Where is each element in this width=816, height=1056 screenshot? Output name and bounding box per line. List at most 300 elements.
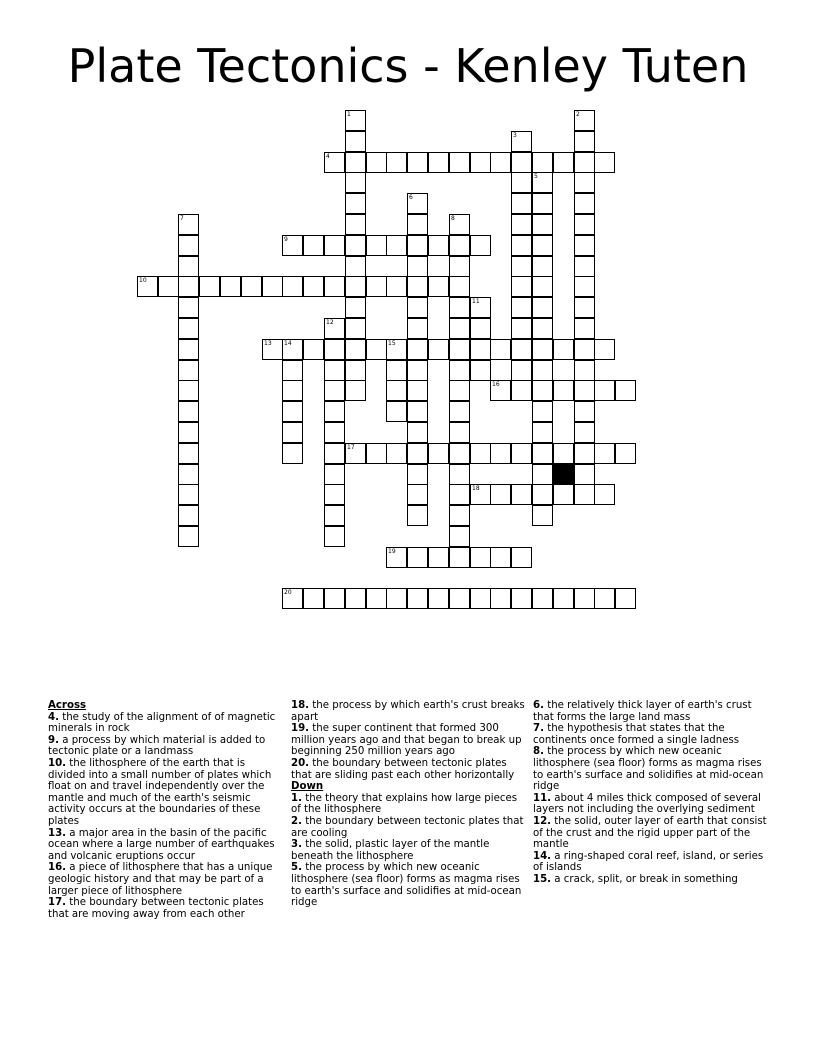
grid-cell[interactable] [324, 505, 345, 526]
clues-section [0, 700, 816, 1030]
grid-cell[interactable] [449, 464, 470, 485]
grid-cell[interactable] [449, 360, 470, 381]
grid-cell[interactable] [345, 297, 366, 318]
page-title: Plate Tectonics - Kenley Tuten [67, 39, 749, 93]
grid-cell[interactable] [386, 401, 407, 422]
grid-cell[interactable] [282, 360, 303, 381]
clue-item [533, 723, 767, 746]
grid-cell[interactable] [345, 256, 366, 277]
clue-item [533, 816, 767, 851]
clue-text: a process by which material is added to tectonic plate or a landmass [48, 734, 266, 758]
grid-cell[interactable] [511, 360, 532, 381]
grid-cell[interactable] [449, 235, 470, 256]
clue-text: a ring-shaped coral reef, island, or series of islands [533, 850, 764, 874]
grid-cell[interactable] [574, 297, 595, 318]
grid-cell[interactable] [428, 276, 449, 297]
grid-cell[interactable] [574, 464, 595, 485]
grid-cell[interactable] [511, 318, 532, 339]
grid-cell[interactable] [178, 484, 199, 505]
clue-column-2 [291, 700, 525, 909]
clue-text: the study of the alignment of of magnetic minerals in rock [48, 711, 276, 735]
cell-number: 14 [284, 340, 292, 347]
grid-cell[interactable] [574, 276, 595, 297]
grid-cell[interactable] [407, 484, 428, 505]
grid-cell[interactable] [345, 193, 366, 214]
grid-cell[interactable] [574, 131, 595, 152]
grid-cell[interactable] [386, 547, 407, 568]
clue-text: a piece of lithosphere that has a unique geologic history and that may be part of a larger piece of lithosphere [48, 862, 273, 897]
grid-cell[interactable] [407, 360, 428, 381]
grid-cell[interactable] [449, 443, 470, 464]
clue-number: 9. [48, 734, 59, 746]
cell-number: 8 [451, 215, 455, 222]
grid-cell[interactable] [282, 235, 303, 256]
grid-cell[interactable] [282, 401, 303, 422]
grid-cell[interactable] [574, 588, 595, 609]
grid-cell[interactable] [532, 401, 553, 422]
grid-cell[interactable] [490, 152, 511, 173]
grid-cell[interactable] [532, 152, 553, 173]
grid-cell[interactable] [428, 339, 449, 360]
grid-cell[interactable] [449, 318, 470, 339]
grid-cell[interactable] [407, 380, 428, 401]
grid-cell[interactable] [470, 484, 491, 505]
grid-cell[interactable] [158, 276, 179, 297]
grid-cell[interactable] [366, 152, 387, 173]
grid-cell[interactable] [178, 464, 199, 485]
clue-item [533, 874, 767, 886]
cell-number: 7 [180, 215, 184, 222]
grid-cell[interactable] [470, 152, 491, 173]
grid-cell[interactable] [241, 276, 262, 297]
grid-cell[interactable] [574, 152, 595, 173]
grid-cell[interactable] [594, 339, 615, 360]
grid-cell[interactable] [470, 588, 491, 609]
grid-cell[interactable] [282, 422, 303, 443]
grid-cell[interactable] [553, 152, 574, 173]
cell-number: 4 [326, 153, 330, 160]
clue-text: the boundary between tectonic plates that are cooling [291, 815, 524, 839]
clue-text: about 4 miles thick composed of several layers not including the overlying sediment [533, 792, 762, 816]
clue-item [291, 839, 525, 862]
grid-cell[interactable] [178, 256, 199, 277]
grid-cell[interactable] [324, 526, 345, 547]
clue-item [291, 758, 525, 781]
grid-cell[interactable] [324, 401, 345, 422]
grid-cell[interactable] [449, 339, 470, 360]
grid-cell[interactable] [407, 193, 428, 214]
grid-cell[interactable] [324, 464, 345, 485]
grid-cell[interactable] [449, 547, 470, 568]
grid-cell[interactable] [449, 484, 470, 505]
grid-cell[interactable] [178, 214, 199, 235]
grid-cell[interactable] [511, 235, 532, 256]
grid-cell[interactable] [407, 505, 428, 526]
clue-number: 7. [533, 723, 544, 735]
clue-number: 17. [48, 897, 67, 909]
grid-cell[interactable] [532, 484, 553, 505]
grid-cell[interactable] [345, 318, 366, 339]
clue-item [533, 793, 767, 816]
grid-cell[interactable] [386, 588, 407, 609]
grid-cell[interactable] [262, 276, 283, 297]
clue-number: 14. [533, 850, 552, 862]
grid-cell[interactable] [553, 588, 574, 609]
grid-cell[interactable] [553, 484, 574, 505]
grid-cell[interactable] [345, 214, 366, 235]
grid-cell[interactable] [407, 339, 428, 360]
grid-cell[interactable] [449, 505, 470, 526]
grid-cell[interactable] [303, 235, 324, 256]
grid-cell[interactable] [574, 172, 595, 193]
cell-number: 5 [534, 173, 538, 180]
grid-cell[interactable] [407, 318, 428, 339]
grid-cell[interactable] [324, 484, 345, 505]
grid-cell[interactable] [178, 526, 199, 547]
grid-cell[interactable] [178, 380, 199, 401]
grid-cell[interactable] [470, 360, 491, 381]
grid-cell[interactable] [574, 339, 595, 360]
grid-cell[interactable] [303, 588, 324, 609]
grid-cell[interactable] [449, 152, 470, 173]
clue-number: 6. [533, 700, 544, 711]
down-heading: Down [291, 781, 324, 793]
clue-item [291, 793, 525, 816]
clue-number: 2. [291, 815, 302, 827]
grid-cell[interactable] [449, 588, 470, 609]
grid-cell[interactable] [345, 172, 366, 193]
clue-text: a major area in the basin of the pacific ocean where a large number of earthquakes and volcanic eruptions occur [48, 827, 275, 862]
clue-number: 16. [48, 862, 67, 874]
grid-cell[interactable] [178, 360, 199, 381]
grid-cell[interactable] [490, 443, 511, 464]
clue-text: the boundary between tectonic plates that are moving away from each other [48, 897, 264, 920]
grid-cell[interactable] [449, 276, 470, 297]
grid-cell[interactable] [511, 339, 532, 360]
grid-cell[interactable] [511, 484, 532, 505]
cell-number: 9 [284, 236, 288, 243]
grid-cell[interactable] [407, 235, 428, 256]
clue-number: 20. [291, 757, 310, 769]
grid-cell[interactable] [511, 256, 532, 277]
grid-cell[interactable] [282, 443, 303, 464]
grid-cell[interactable] [532, 318, 553, 339]
grid-cell[interactable] [574, 193, 595, 214]
cell-number: 2 [576, 111, 580, 118]
clue-number: 11. [533, 792, 552, 804]
grid-cell[interactable] [428, 588, 449, 609]
grid-cell[interactable] [386, 360, 407, 381]
grid-cell[interactable] [532, 360, 553, 381]
grid-cell[interactable] [407, 464, 428, 485]
grid-cell[interactable] [574, 380, 595, 401]
grid-cell[interactable] [532, 193, 553, 214]
grid-cell[interactable] [324, 235, 345, 256]
grid-cell[interactable] [407, 297, 428, 318]
grid-cell[interactable] [386, 235, 407, 256]
cell-number: 1 [347, 111, 351, 118]
grid-cell[interactable] [490, 380, 511, 401]
grid-cell[interactable] [282, 276, 303, 297]
clue-text: the boundary between tectonic plates that are sliding past each other horizontally [291, 757, 515, 781]
grid-cell[interactable] [532, 505, 553, 526]
cell-number: 11 [472, 298, 480, 305]
grid-cell[interactable] [178, 443, 199, 464]
grid-cell[interactable] [345, 443, 366, 464]
grid-cell[interactable] [511, 172, 532, 193]
grid-cell[interactable] [262, 339, 283, 360]
clue-text: the super continent that formed 300 million years ago and that began to break up beginning 250 million years ago [291, 723, 522, 758]
grid-cell[interactable] [345, 276, 366, 297]
grid-cell[interactable] [574, 422, 595, 443]
clue-number: 4. [48, 711, 59, 723]
grid-cell[interactable] [532, 235, 553, 256]
grid-cell[interactable] [532, 422, 553, 443]
grid-cell[interactable] [532, 276, 553, 297]
grid-cell[interactable] [178, 276, 199, 297]
grid-cell[interactable] [324, 339, 345, 360]
grid-cell[interactable] [449, 380, 470, 401]
cell-number: 16 [492, 381, 500, 388]
clue-number: 1. [291, 792, 302, 804]
clue-number: 8. [533, 746, 544, 758]
grid-cell[interactable] [511, 443, 532, 464]
grid-cell[interactable] [386, 276, 407, 297]
grid-cell[interactable] [345, 360, 366, 381]
grid-cell[interactable] [574, 443, 595, 464]
grid-cell[interactable] [470, 547, 491, 568]
grid-cell[interactable] [366, 276, 387, 297]
grid-cell[interactable] [594, 152, 615, 173]
grid-cell[interactable] [532, 588, 553, 609]
across-heading: Across [48, 700, 87, 711]
clue-item [291, 862, 525, 908]
cell-number: 19 [388, 548, 396, 555]
clue-text: the process by which new oceanic lithosphere (sea floor) forms as magma rises to earth's surface and solidifies at mid-ocean ridge [533, 746, 764, 793]
clue-item [291, 700, 525, 723]
clue-column-3 [533, 700, 767, 886]
grid-cell[interactable] [449, 422, 470, 443]
grid-cell[interactable] [511, 276, 532, 297]
grid-cell[interactable] [220, 276, 241, 297]
grid-cell[interactable] [574, 214, 595, 235]
grid-cell[interactable] [615, 380, 636, 401]
grid-cell[interactable] [178, 318, 199, 339]
clue-number: 13. [48, 827, 67, 839]
cell-number: 13 [264, 340, 272, 347]
grid-cell[interactable] [407, 588, 428, 609]
grid-cell[interactable] [137, 276, 158, 297]
clue-column-1 [48, 700, 282, 920]
grid-cell[interactable] [407, 547, 428, 568]
grid-cell[interactable] [511, 131, 532, 152]
cell-number: 17 [347, 444, 355, 451]
clue-item [533, 700, 767, 723]
cell-number: 18 [472, 485, 480, 492]
clue-text: the hypothesis that states that the continents once formed a single ladness [533, 723, 740, 746]
grid-cell[interactable] [594, 443, 615, 464]
grid-cell[interactable] [178, 401, 199, 422]
clue-item [48, 735, 282, 758]
clue-number: 18. [291, 700, 310, 711]
grid-cell[interactable] [178, 422, 199, 443]
grid-cell[interactable] [178, 505, 199, 526]
grid-cell[interactable] [324, 360, 345, 381]
grid-cell[interactable] [345, 235, 366, 256]
grid-cell[interactable] [324, 380, 345, 401]
grid-cell[interactable] [594, 380, 615, 401]
clue-item [48, 828, 282, 863]
grid-cell[interactable] [386, 152, 407, 173]
clue-item [48, 897, 282, 920]
grid-cell[interactable] [490, 547, 511, 568]
grid-cell[interactable] [553, 443, 574, 464]
clue-item [48, 712, 282, 735]
grid-cell[interactable] [511, 297, 532, 318]
grid-cell[interactable] [282, 588, 303, 609]
clue-item [533, 851, 767, 874]
grid-cell[interactable] [345, 152, 366, 173]
grid-cell[interactable] [366, 339, 387, 360]
clue-item [291, 723, 525, 758]
grid-cell[interactable] [428, 152, 449, 173]
grid-cell[interactable] [407, 152, 428, 173]
grid-cell[interactable] [470, 339, 491, 360]
grid-cell[interactable] [511, 588, 532, 609]
cell-number: 20 [284, 589, 292, 596]
grid-cell[interactable] [574, 256, 595, 277]
grid-cell[interactable] [470, 318, 491, 339]
clue-text: a crack, split, or break in something [551, 873, 738, 885]
grid-cell[interactable] [407, 422, 428, 443]
grid-cell[interactable] [615, 443, 636, 464]
grid-cell[interactable] [428, 547, 449, 568]
grid-cell[interactable] [407, 214, 428, 235]
cell-number: 3 [513, 132, 517, 139]
cell-number: 10 [139, 277, 147, 284]
grid-cell[interactable] [407, 401, 428, 422]
clue-text: the process by which earth's crust breaks apart [291, 700, 525, 723]
grid-cell[interactable] [532, 172, 553, 193]
clue-text: the solid, plastic layer of the mantle beneath the lithosphere [291, 839, 490, 862]
grid-cell[interactable] [324, 276, 345, 297]
grid-cell[interactable] [449, 214, 470, 235]
grid-cell[interactable] [449, 526, 470, 547]
grid-cell[interactable] [345, 588, 366, 609]
grid-cell[interactable] [532, 297, 553, 318]
grid-cell[interactable] [386, 443, 407, 464]
cell-number: 6 [409, 194, 413, 201]
clue-number: 15. [533, 873, 552, 885]
grid-cell[interactable] [490, 588, 511, 609]
grid-cell[interactable] [574, 318, 595, 339]
grid-cell[interactable] [178, 235, 199, 256]
grid-cell[interactable] [407, 256, 428, 277]
grid-cell[interactable] [282, 380, 303, 401]
grid-cell[interactable] [532, 443, 553, 464]
clue-number: 19. [291, 723, 310, 735]
grid-cell[interactable] [511, 193, 532, 214]
grid-cell[interactable] [553, 339, 574, 360]
grid-cell[interactable] [407, 276, 428, 297]
cell-number: 15 [388, 340, 396, 347]
grid-cell[interactable] [345, 110, 366, 131]
grid-cell[interactable] [553, 380, 574, 401]
grid-cell[interactable] [532, 339, 553, 360]
clue-item [48, 758, 282, 828]
clue-item [291, 816, 525, 839]
grid-cell[interactable] [470, 443, 491, 464]
grid-cell[interactable] [511, 380, 532, 401]
grid-cell[interactable] [470, 297, 491, 318]
clue-item [533, 746, 767, 792]
grid-cell[interactable] [615, 588, 636, 609]
clue-text: the process by which new oceanic lithosphere (sea floor) forms as magma rises to earth's surface and solidifies at mid-ocean ridge [291, 862, 522, 909]
grid-cell[interactable] [345, 380, 366, 401]
grid-cell[interactable] [574, 110, 595, 131]
grid-cell[interactable] [324, 422, 345, 443]
grid-cell[interactable] [199, 276, 220, 297]
grid-cell[interactable] [428, 443, 449, 464]
grid-cell[interactable] [366, 443, 387, 464]
grid-cell[interactable] [470, 235, 491, 256]
grid-cell[interactable] [324, 318, 345, 339]
grid-cell[interactable] [386, 380, 407, 401]
grid-cell[interactable] [303, 339, 324, 360]
grid-cell[interactable] [345, 131, 366, 152]
grid-cell[interactable] [324, 443, 345, 464]
grid-cell[interactable] [532, 214, 553, 235]
grid-cell[interactable] [574, 484, 595, 505]
grid-cell[interactable] [532, 380, 553, 401]
grid-cell[interactable] [282, 339, 303, 360]
grid-cell[interactable] [532, 464, 553, 485]
grid-cell[interactable] [490, 339, 511, 360]
grid-cell[interactable] [574, 401, 595, 422]
grid-cell[interactable] [324, 152, 345, 173]
grid-cell[interactable] [449, 256, 470, 277]
clue-text: the relatively thick layer of earth's crust that forms the large land mass [533, 700, 752, 723]
grid-cell[interactable] [511, 214, 532, 235]
grid-cell[interactable] [366, 235, 387, 256]
grid-cell[interactable] [407, 443, 428, 464]
grid-cell[interactable] [324, 588, 345, 609]
grid-cell[interactable] [594, 484, 615, 505]
clue-text: the lithosphere of the earth that is divided into a small number of plates which float on and travel independently over the mantle and much of the earth's seismic activity occurs at the boundaries of these plates [48, 757, 272, 827]
grid-cell[interactable] [574, 360, 595, 381]
grid-cell[interactable] [178, 339, 199, 360]
grid-cell[interactable] [594, 588, 615, 609]
grid-cell[interactable] [511, 152, 532, 173]
grid-cell[interactable] [366, 588, 387, 609]
grid-cell[interactable] [428, 235, 449, 256]
grid-cell[interactable] [178, 297, 199, 318]
cell-number: 12 [326, 319, 334, 326]
grid-cell[interactable] [449, 401, 470, 422]
grid-cell[interactable] [386, 339, 407, 360]
grid-cell[interactable] [303, 276, 324, 297]
clue-number: 10. [48, 757, 67, 769]
clue-text: the theory that explains how large pieces of the lithosphere [291, 792, 518, 816]
grid-cell[interactable] [449, 297, 470, 318]
grid-cell[interactable] [345, 339, 366, 360]
clue-number: 3. [291, 839, 302, 851]
grid-cell[interactable] [574, 235, 595, 256]
grid-cell[interactable] [532, 256, 553, 277]
clue-number: 12. [533, 815, 552, 827]
grid-cell[interactable] [490, 484, 511, 505]
grid-cell[interactable] [511, 547, 532, 568]
